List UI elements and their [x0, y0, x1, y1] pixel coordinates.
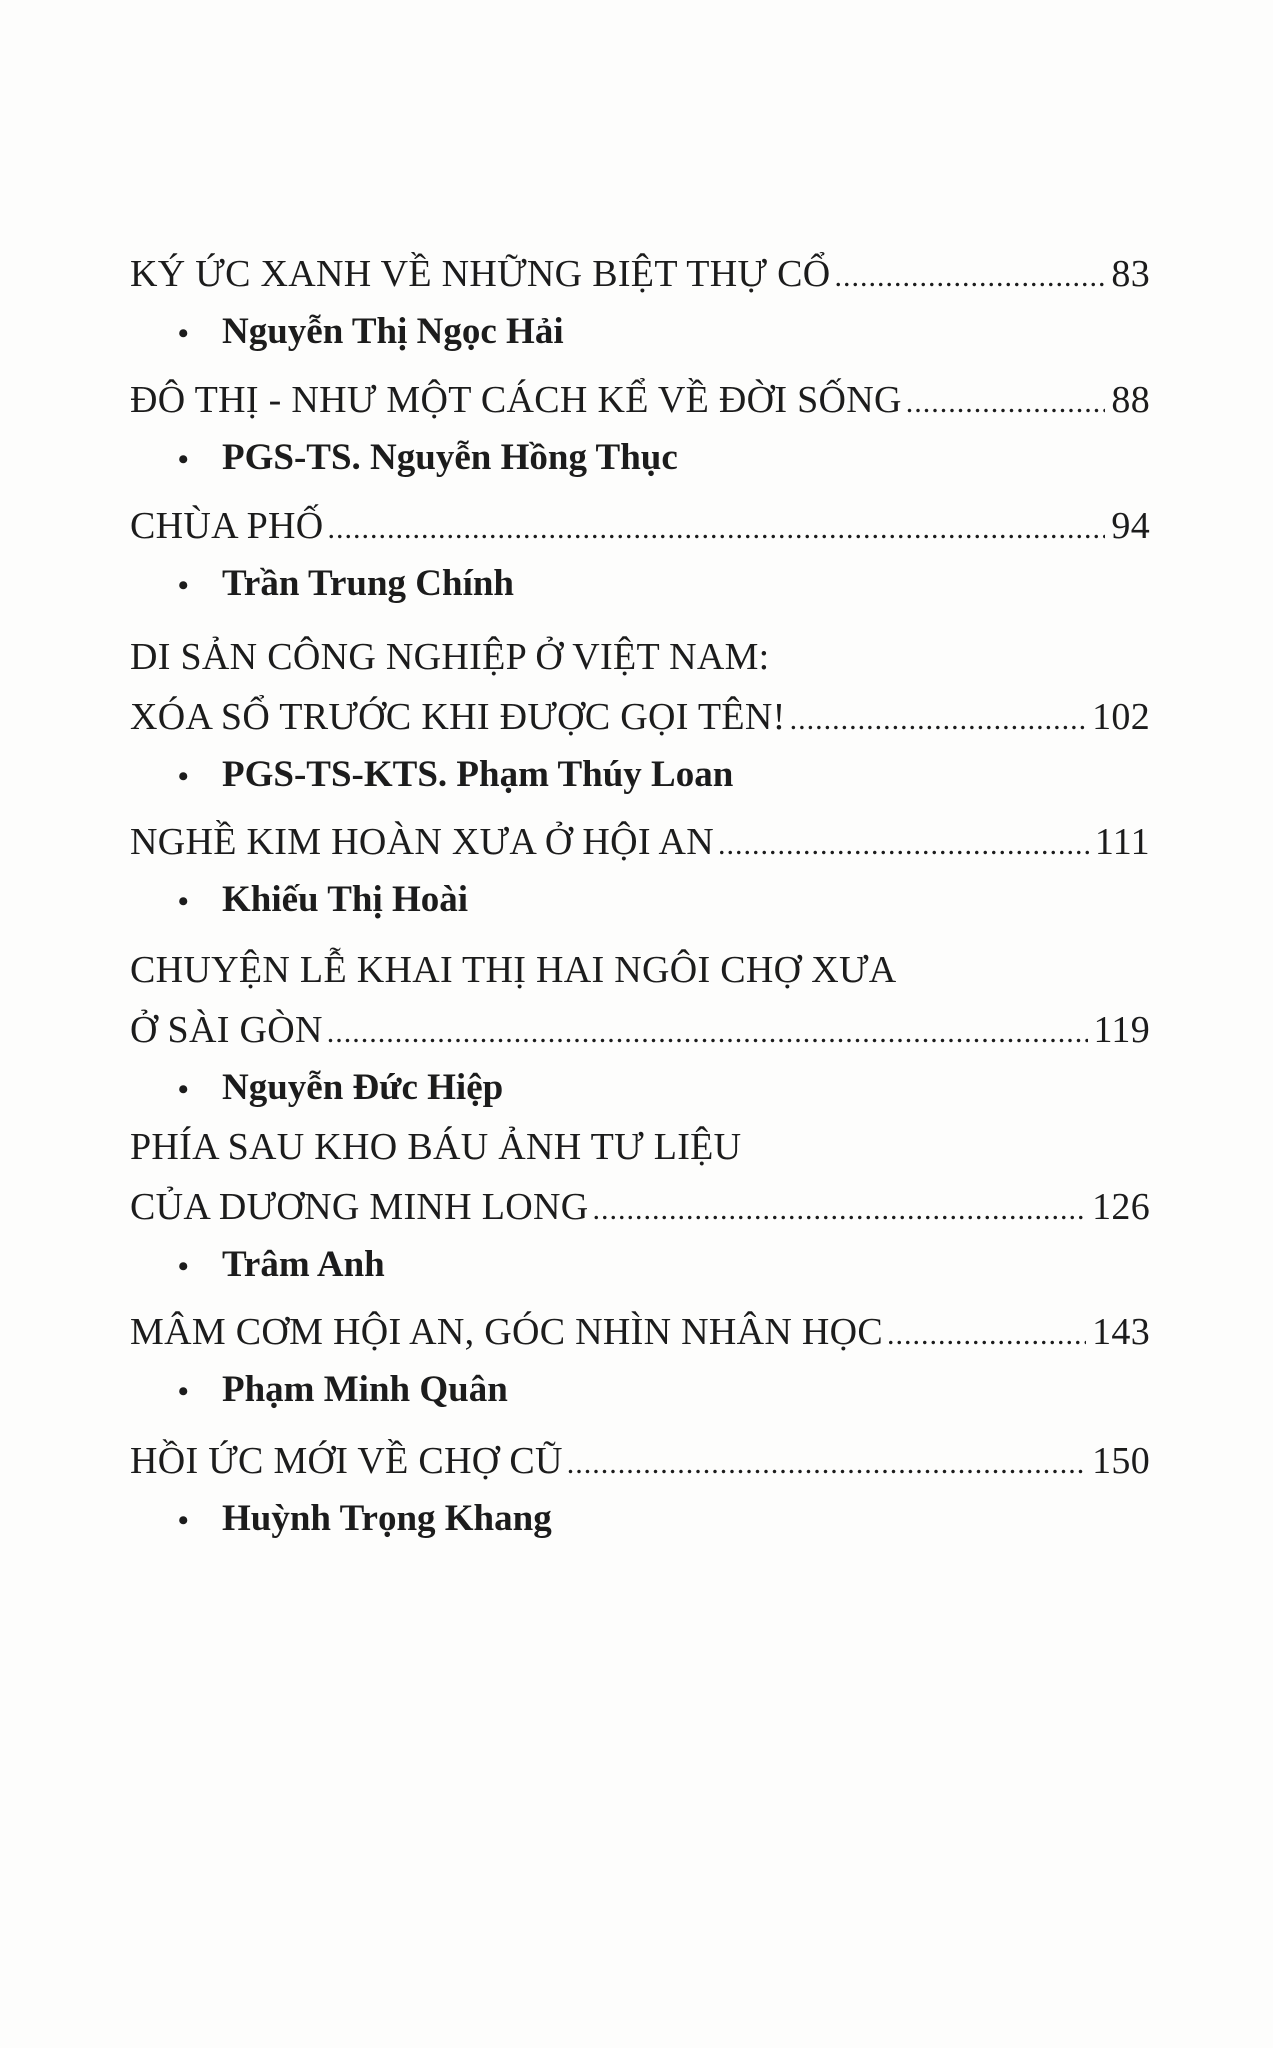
toc-entry: [130, 1431, 1150, 1547]
toc-entry-author: [178, 1491, 1150, 1547]
toc-entry-title-line: [130, 496, 1150, 556]
toc-entry-author-name: PGS-TS. Nguyễn Hồng Thục: [222, 437, 678, 478]
dot-leader: [328, 499, 1106, 559]
bullet-icon: •: [178, 569, 189, 602]
toc-entry-author-name: Trâm Anh: [222, 1244, 385, 1285]
dot-leader: [718, 815, 1089, 875]
toc-entry-title: CHÙA PHỐ: [130, 505, 324, 547]
toc-entry-title: NGHỀ KIM HOÀN XƯA Ở HỘI AN: [130, 821, 715, 863]
bullet-icon: •: [178, 317, 189, 350]
toc-entry-title-line: [130, 370, 1150, 430]
toc-entry-title-line: [130, 1302, 1150, 1362]
toc-entry-title: KÝ ỨC XANH VỀ NHỮNG BIỆT THỰ CỔ: [130, 253, 831, 295]
dot-leader: [327, 1003, 1088, 1063]
toc-entry-author-name: Khiếu Thị Hoài: [222, 879, 469, 920]
dot-leader: [906, 373, 1106, 433]
toc-entry: [130, 244, 1150, 360]
bullet-icon: •: [178, 760, 189, 793]
toc-entry-author: [178, 430, 1150, 486]
toc-entry-title: DI SẢN CÔNG NGHIỆP Ở VIỆT NAM:: [130, 636, 770, 678]
toc-entry-title-line: [130, 1000, 1150, 1060]
toc-entry: [130, 1117, 1150, 1293]
toc-entry-author-name: Phạm Minh Quân: [222, 1369, 508, 1410]
bullet-icon: •: [178, 1073, 189, 1106]
toc-entry-title-continued: CỦA DƯƠNG MINH LONG: [130, 1186, 589, 1228]
toc-entry: [130, 1302, 1150, 1418]
toc-entry-title: HỒI ỨC MỚI VỀ CHỢ CŨ: [130, 1440, 563, 1482]
toc-entry: [130, 812, 1150, 928]
toc-entry-author: [178, 1362, 1150, 1418]
toc-entry-title-line: [130, 1431, 1150, 1491]
bullet-icon: •: [178, 1250, 189, 1283]
toc-entry-author-name: PGS-TS-KTS. Phạm Thúy Loan: [222, 754, 734, 795]
toc-entry-title: ĐÔ THỊ - NHƯ MỘT CÁCH KỂ VỀ ĐỜI SỐNG: [130, 379, 902, 421]
toc-entry: [130, 370, 1150, 486]
bullet-icon: •: [178, 885, 189, 918]
toc-entry-page-number: 150: [1092, 1440, 1150, 1482]
bullet-icon: •: [178, 443, 189, 476]
bullet-icon: •: [178, 1504, 189, 1537]
toc-entry-page-number: 119: [1093, 1009, 1150, 1051]
toc-entry-author-name: Huỳnh Trọng Khang: [222, 1498, 552, 1539]
toc-entry-page-number: 143: [1092, 1311, 1150, 1353]
toc-entry-title: PHÍA SAU KHO BÁU ẢNH TƯ LIỆU: [130, 1126, 742, 1168]
dot-leader: [790, 690, 1087, 750]
bullet-icon: •: [178, 1375, 189, 1408]
toc-entry-page-number: 111: [1094, 821, 1150, 863]
toc-entry-title-line: [130, 940, 1150, 1000]
toc-entry: [130, 627, 1150, 803]
toc-entry-author: [178, 747, 1150, 803]
dot-leader: [887, 1305, 1086, 1365]
toc-entry-author: [178, 556, 1150, 612]
toc-entry-author-name: Trần Trung Chính: [222, 563, 515, 604]
toc-entry-title-continued: Ở SÀI GÒN: [130, 1009, 323, 1051]
toc-entry-title-line: [130, 1117, 1150, 1177]
toc-entry-author-name: Nguyễn Thị Ngọc Hải: [222, 311, 564, 352]
toc-entry-title: MÂM CƠM HỘI AN, GÓC NHÌN NHÂN HỌC: [130, 1311, 884, 1353]
dot-leader: [567, 1434, 1086, 1494]
dot-leader: [592, 1180, 1086, 1240]
toc-entry-title-line: [130, 627, 1150, 687]
toc-entry-title: CHUYỆN LỄ KHAI THỊ HAI NGÔI CHỢ XƯA: [130, 949, 897, 991]
toc-entry-author: [178, 872, 1150, 928]
toc-entry-author: [178, 1060, 1150, 1116]
toc-entry-page-number: 102: [1092, 696, 1150, 738]
toc-entry-title-continued: XÓA SỔ TRƯỚC KHI ĐƯỢC GỌI TÊN!: [130, 696, 786, 738]
toc-entry-page-number: 126: [1092, 1186, 1150, 1228]
toc-entry-author: [178, 1237, 1150, 1293]
toc-entry-title-line: [130, 812, 1150, 872]
toc-entry-page-number: 88: [1111, 379, 1150, 421]
dot-leader: [834, 247, 1105, 307]
toc-entry-title-line: [130, 244, 1150, 304]
toc-entry-author-name: Nguyễn Đức Hiệp: [222, 1067, 504, 1108]
toc-entry-title-line: [130, 687, 1150, 747]
toc-entry-title-line: [130, 1177, 1150, 1237]
toc-entry-page-number: 83: [1111, 253, 1150, 295]
toc-entry: [130, 496, 1150, 612]
toc-entry: [130, 940, 1150, 1116]
toc-entry-page-number: 94: [1111, 505, 1150, 547]
toc-entry-author: [178, 304, 1150, 360]
